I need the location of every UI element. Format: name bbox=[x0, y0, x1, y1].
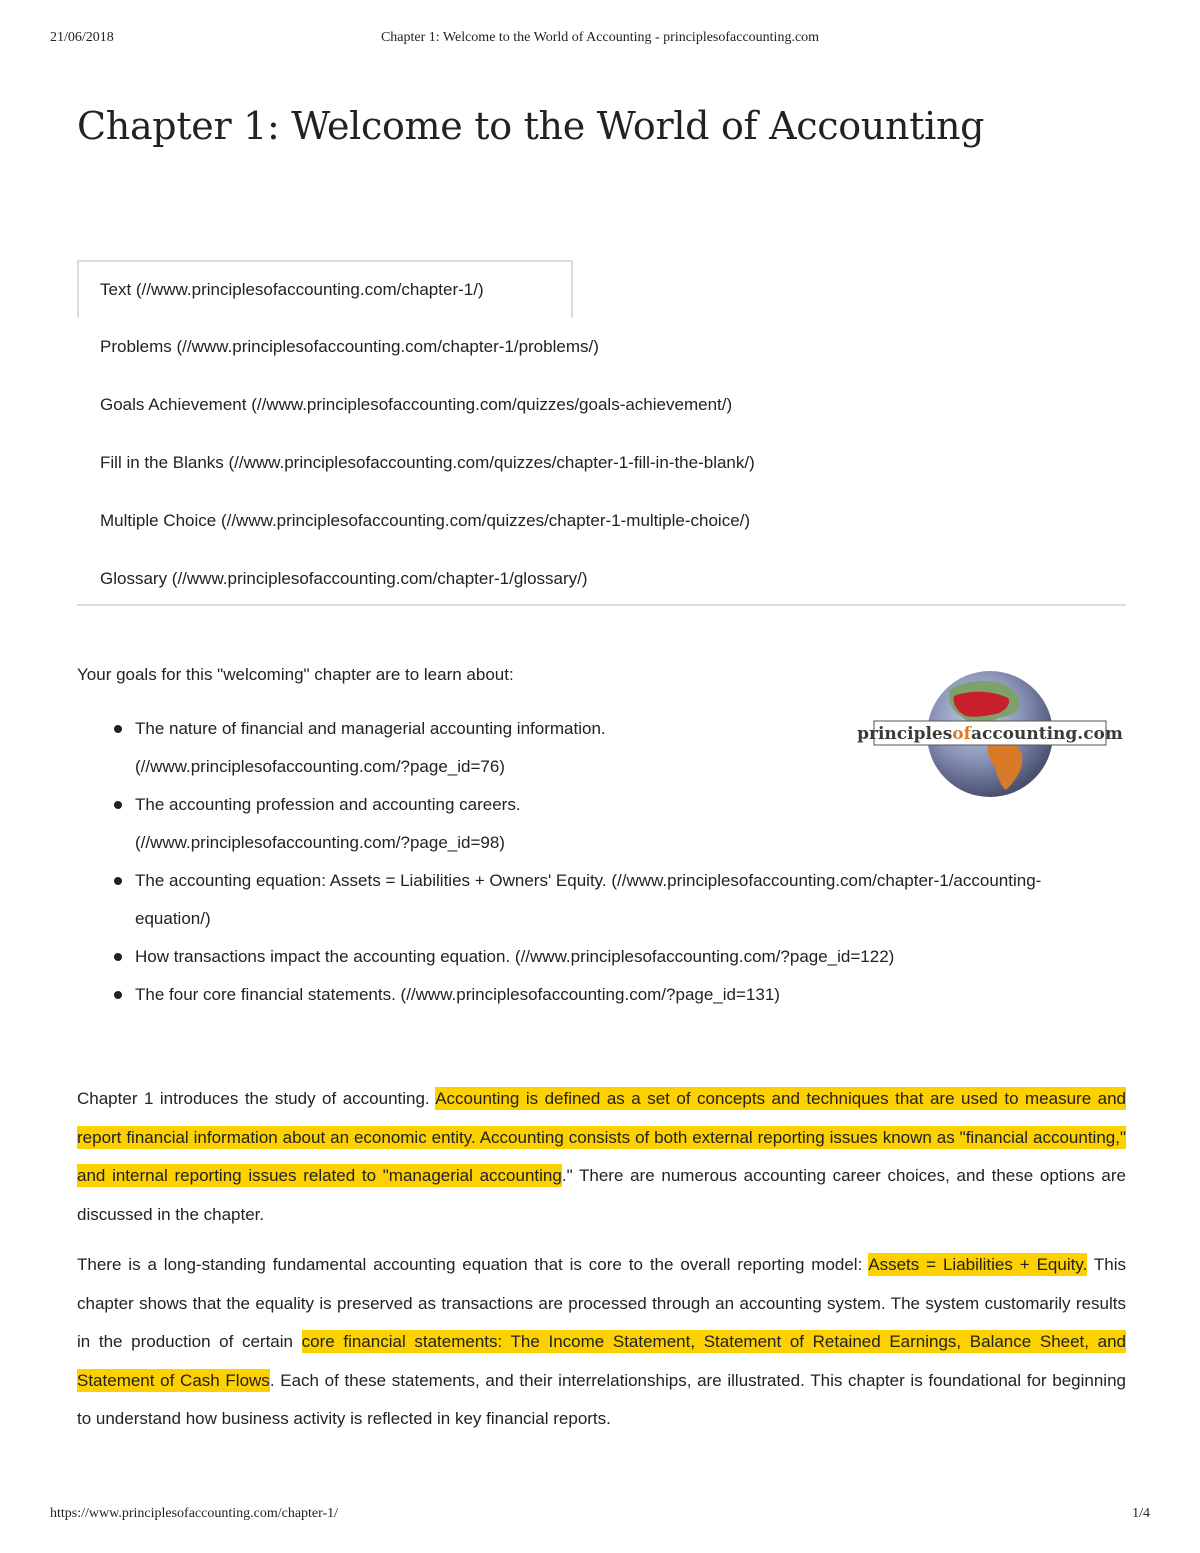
goal-item bbox=[100, 938, 1060, 976]
para2-text-end: . Each of these statements, and their interrelationships, are illustrated. This chapter is foundational for beginning to understand how business activity is reflected in key financial reports. bbox=[77, 1370, 1126, 1428]
print-page-title: Chapter 1: Welcome to the World of Accounting - principlesofaccounting.com bbox=[380, 30, 820, 45]
print-footer bbox=[50, 1506, 1150, 1526]
principlesofaccounting-logo bbox=[857, 668, 1123, 800]
goal-link[interactable]: (//www.principlesofaccounting.com/chapter-1/accounting-equation/) bbox=[135, 871, 1042, 928]
goal-link[interactable]: (//www.principlesofaccounting.com/?page_id=98) bbox=[135, 833, 505, 852]
bullet-icon bbox=[114, 953, 122, 961]
goal-text: The accounting equation: Assets = Liabilities + Owners' Equity. bbox=[135, 871, 607, 890]
goals-intro: Your goals for this "welcoming" chapter are to learn about: bbox=[77, 665, 514, 684]
chapter-tabs bbox=[77, 260, 1126, 608]
bullet-icon bbox=[114, 991, 122, 999]
para2-highlight-statements: core financial statements: The Income Statement, Statement of Retained Earnings, Balance Sheet, and Statement of Cash Flows bbox=[77, 1332, 1126, 1390]
tab-problems[interactable]: Problems (//www.principlesofaccounting.com/chapter-1/problems/) bbox=[100, 337, 599, 356]
logo-wordmark: principlesofaccounting.com bbox=[857, 724, 1123, 744]
tabs-divider bbox=[77, 604, 1126, 606]
print-date: 21/06/2018 bbox=[50, 30, 114, 45]
print-header bbox=[50, 30, 1150, 50]
intro-paragraph bbox=[77, 1080, 1126, 1234]
tab-fill-in-the-blanks[interactable]: Fill in the Blanks (//www.principlesofaccounting.com/quizzes/chapter-1-fill-in-the-blank/) bbox=[100, 453, 755, 472]
goal-link[interactable]: (//www.principlesofaccounting.com/?page_id=76) bbox=[135, 757, 505, 776]
goal-text: The accounting profession and accounting careers. bbox=[135, 795, 521, 814]
tab-goals-achievement[interactable]: Goals Achievement (//www.principlesofaccounting.com/quizzes/goals-achievement/) bbox=[100, 395, 733, 414]
goal-text: The four core financial statements. bbox=[135, 985, 396, 1004]
goal-text: The nature of financial and managerial accounting information. bbox=[135, 719, 606, 738]
goal-link[interactable]: (//www.principlesofaccounting.com/?page_id=131) bbox=[400, 985, 780, 1004]
goal-item bbox=[100, 976, 1060, 1014]
para1-highlight: Accounting is defined as a set of concepts and techniques that are used to measure and report financial information about an economic entity. Accounting consists of both external reporting issues known as "financial accounting," and internal reporting issues related to "managerial accounting bbox=[77, 1089, 1126, 1185]
para2-highlight-equation: Assets = Liabilities + Equity. bbox=[868, 1255, 1088, 1274]
bullet-icon bbox=[114, 725, 122, 733]
para2-text-mid: This chapter shows that the equality is preserved as transactions are processed through an accounting system. The system customarily results in the production of certain bbox=[77, 1255, 1126, 1351]
equation-paragraph bbox=[77, 1246, 1126, 1439]
page-number: 1/4 bbox=[1132, 1506, 1150, 1521]
goal-link[interactable]: (//www.principlesofaccounting.com/?page_id=122) bbox=[514, 947, 895, 966]
tab-multiple-choice[interactable]: Multiple Choice (//www.principlesofaccounting.com/quizzes/chapter-1-multiple-choice/) bbox=[100, 511, 751, 530]
bullet-icon bbox=[114, 801, 122, 809]
goal-item bbox=[100, 862, 1060, 938]
bullet-icon bbox=[114, 877, 122, 885]
para2-text: There is a long-standing fundamental accounting equation that is core to the overall reporting model: bbox=[77, 1255, 869, 1274]
tab-glossary[interactable]: Glossary (//www.principlesofaccounting.com/chapter-1/glossary/) bbox=[100, 569, 588, 588]
para1-text: Chapter 1 introduces the study of accounting. bbox=[77, 1089, 436, 1108]
print-url: https://www.principlesofaccounting.com/chapter-1/ bbox=[50, 1506, 339, 1521]
goal-text: How transactions impact the accounting equation. bbox=[135, 947, 511, 966]
tab-text[interactable]: Text (//www.principlesofaccounting.com/chapter-1/) bbox=[77, 260, 573, 318]
page-title: Chapter 1: Welcome to the World of Accounting bbox=[77, 104, 985, 148]
para1-text-end: ." There are numerous accounting career choices, and these options are discussed in the chapter. bbox=[77, 1166, 1126, 1224]
